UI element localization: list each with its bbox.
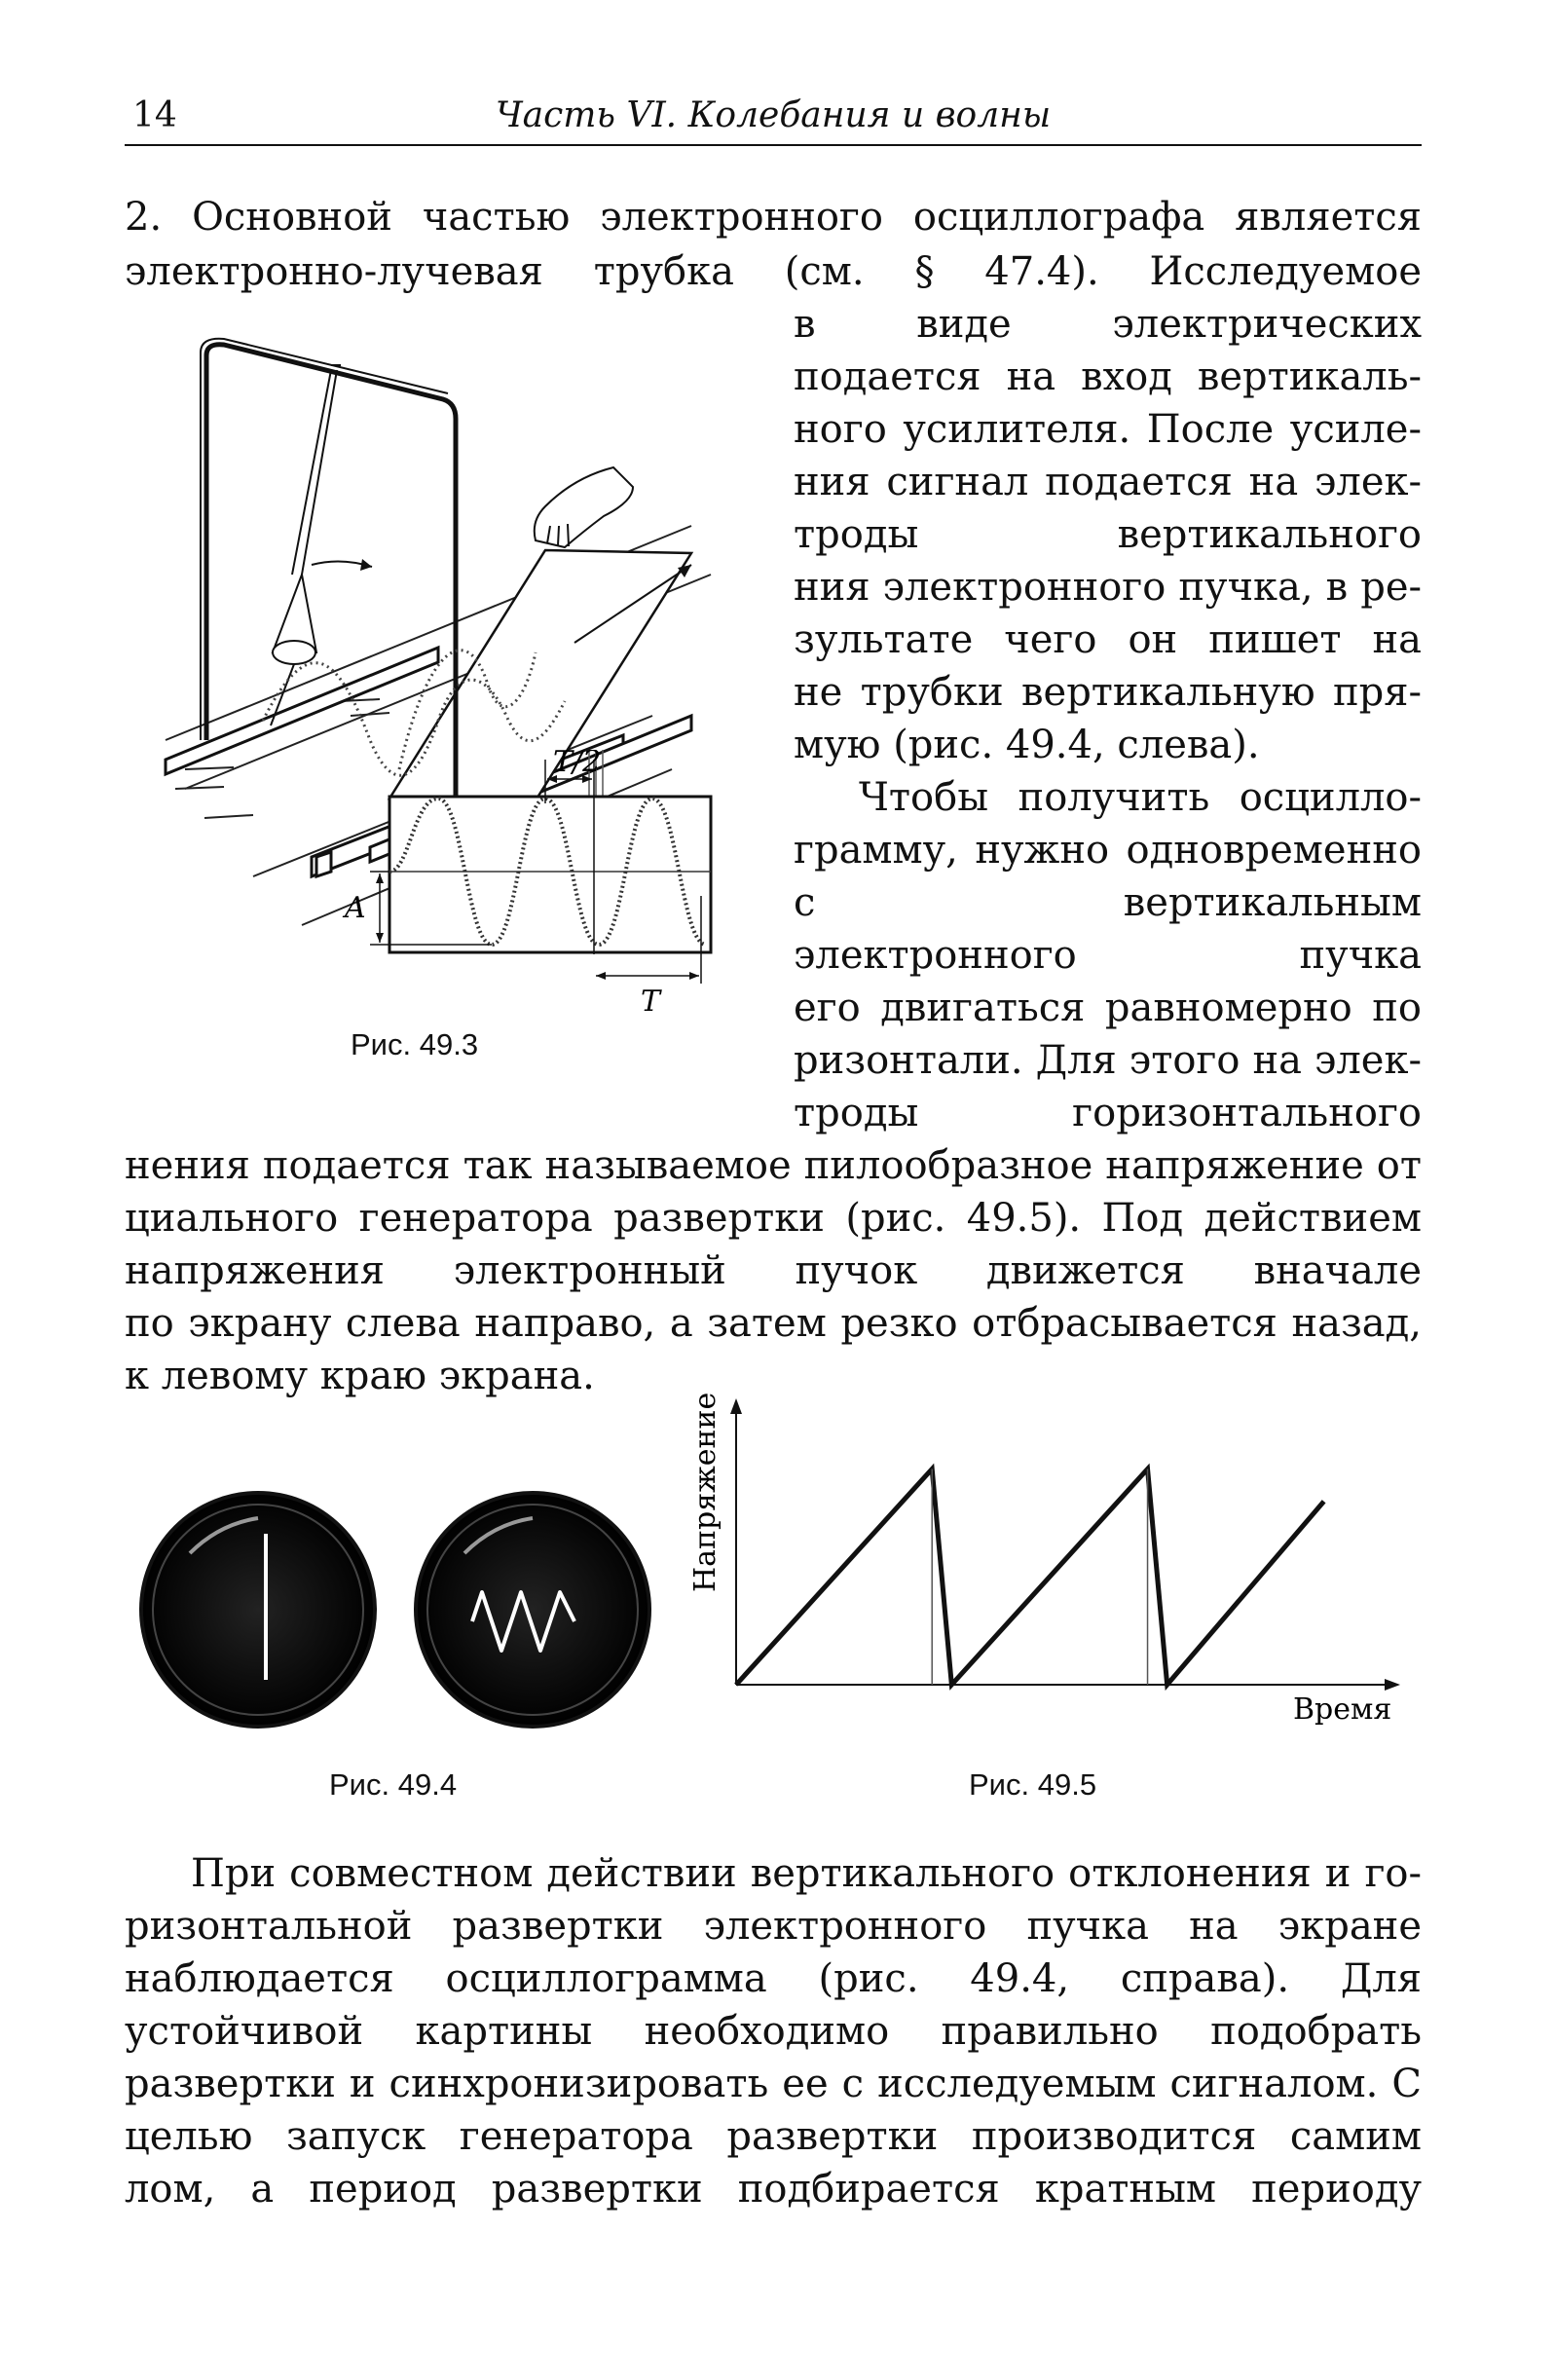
running-title: Часть VI. Колебания и волны [495,95,1052,135]
label-period: T [641,985,661,1013]
text-line: развертки и синхронизировать ее с исследуемым сигналом. С [125,2062,1422,2106]
text-line: устойчивой картины необходимо правильно подобрать [125,2009,1422,2054]
text-line: зультате чего он пишет на [794,617,1422,662]
figure-49-5 [682,1383,1422,1753]
text-line: напряжения электронный пучок движется вначале [125,1248,1422,1293]
text-line: электронного пучка [794,933,1422,978]
text-line: в виде электрических [794,302,1422,347]
x-axis-label: Время [1293,1692,1392,1727]
text-line: троды вертикального [794,512,1422,557]
text-line: целью запуск генератора развертки производится самим [125,2114,1422,2159]
screen-left [141,1493,375,1727]
text-line: подается на вход вертикаль- [794,354,1422,399]
text-line: наблюдается осциллограмма (рис. 49.4, справа). Для [125,1956,1422,2001]
y-axis-arrow [730,1398,742,1414]
text-line: грамму, нужно одновременно [794,828,1422,873]
caption-49-4: Рис. 49.4 [329,1767,458,1802]
text-line: с вертикальным [794,880,1422,925]
caption-49-3: Рис. 49.3 [351,1027,479,1061]
label-half-period: T/2 [553,750,602,779]
caption-49-5: Рис. 49.5 [969,1767,1097,1802]
text-line: к левому краю экрана. [125,1354,595,1398]
text-line: При совместном действии вертикального отклонения и го- [191,1851,1422,1896]
text-line: нения подается так называемое пилообразное напряжение от [125,1143,1422,1188]
text-line: Чтобы получить осцилло- [859,775,1422,820]
text-line: его двигаться равномерно по [794,985,1422,1030]
y-axis-label: Напряжение [688,1392,722,1592]
series-line-sawtooth [736,1469,1324,1685]
label-amplitude: A [345,891,366,925]
figure-49-4 [131,1485,677,1738]
screen-right [416,1493,649,1727]
text-line: лом, а период развертки подбирается кратным периоду [125,2167,1422,2212]
text-line: ризонтали. Для этого на элек- [794,1038,1422,1083]
page-header [125,90,1422,146]
page-number: 14 [132,95,177,135]
text-line: мую (рис. 49.4, слева). [794,723,1260,767]
text-line: ния сигнал подается на элек- [794,460,1422,504]
text-line: ного усилителя. После усиле- [794,407,1422,452]
text-line: не трубки вертикальную пря- [794,670,1422,715]
x-axis-arrow [1385,1679,1400,1691]
text-line: 2. Основной частью электронного осциллографа является [125,195,1422,240]
text-line: троды горизонтального [794,1091,1422,1135]
text-line: по экрану слева направо, а затем резко отбрасывается назад, [125,1301,1422,1346]
figure-49-3-inset [331,750,759,1013]
text-line: электронно-лучевая трубка (см. § 47.4). Исследуемое [125,249,1422,294]
text-line: циального генератора развертки (рис. 49.5). Под действием [125,1196,1422,1241]
text-line: ризонтальной развертки электронного пучка на экране [125,1904,1422,1949]
text-line: ния электронного пучка, в ре- [794,565,1422,610]
